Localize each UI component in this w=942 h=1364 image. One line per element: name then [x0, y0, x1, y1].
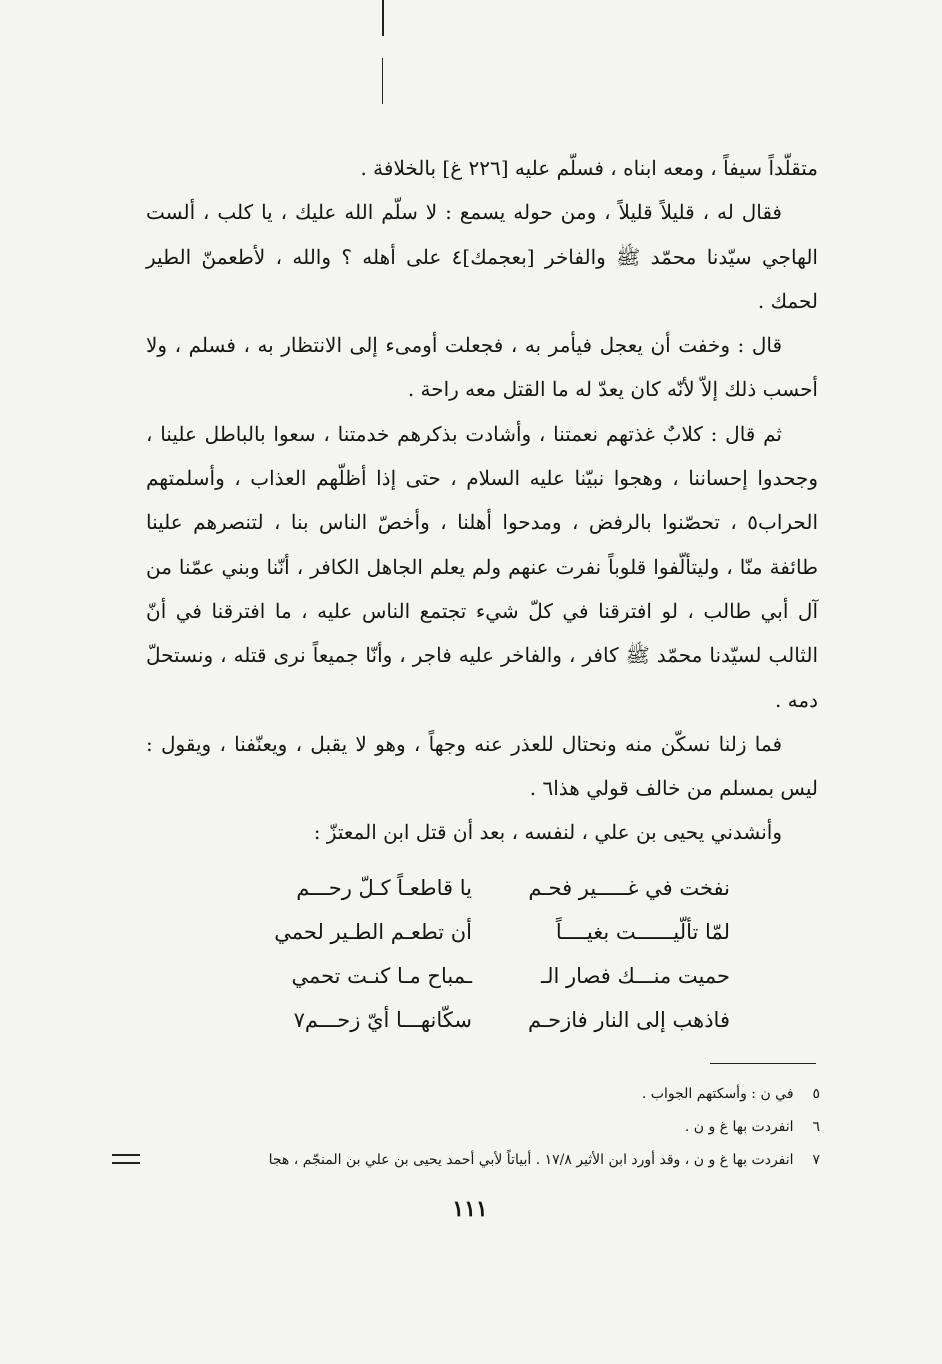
verse-first-hemistich: لمّا تألّيــــــت بغيــــاً [555, 920, 730, 944]
gutter-rule-top [382, 0, 384, 36]
verse-first-hemistich: حميت منـــك فصار الـ [540, 964, 730, 988]
paragraph: وأنشدني يحيى بن علي ، لنفسه ، بعد أن قتل ابن المعتزّ : [313, 820, 782, 845]
poem [230, 866, 730, 1042]
verse-line [230, 866, 730, 910]
verse-line [230, 998, 730, 1042]
verse-second-hemistich: سكّانهـــا أيّ زحـــم٧ [293, 1008, 472, 1032]
paragraph: فقال له ، قليلاً قليلاً ، ومن حوله يسمع : لا سلّم الله عليك ، يا كلب ، ألست الهاجي سيّدنا محمّد ﷺ والفاخر [بعجمك]٤ على أهله ؟ والله ، لأطعمنّ الطير لحمك . [146, 200, 818, 313]
page-number: ١١١ [452, 1196, 488, 1222]
verse-first-hemistich: فاذهب إلى النار فازحـم [527, 1008, 730, 1032]
verse-line [230, 910, 730, 954]
footnote-number: ٥ [812, 1086, 820, 1102]
verse-line [230, 954, 730, 998]
footnotes [108, 1078, 820, 1177]
verse-second-hemistich: ـمباح مـا كنـت تحمي [291, 964, 472, 988]
footnote-text: انفردت بها غ و ن . [684, 1119, 794, 1135]
main-text [146, 146, 818, 855]
footnote [108, 1078, 820, 1111]
footnote-separator [710, 1063, 816, 1064]
verse-first-hemistich: نفخت في غـــــير فحـم [528, 876, 730, 900]
footnote-text: في ن : وأسكتهم الجواب . [641, 1086, 794, 1102]
gutter-rule-lower [382, 58, 383, 104]
footnote [108, 1144, 820, 1177]
footnote-text: انفردت بها غ و ن ، وقد أورد ابن الأثير ١٧/٨ . أبياتاً لأبي أحمد يحيى بن علي بن المنجّم ، هجا [268, 1152, 794, 1168]
paragraph: ثم قال : كلابٌ غذتهم نعمتنا ، وأشادت بذكرهم خدمتنا ، سعوا بالباطل علينا ، وجحدوا إحساننا ، وهجوا نبيّنا عليه السلام ، حتى إذا أظلّهم العذاب ، وأسلمتهم الحراب٥ ، تحصّنوا بالرفض ، ومدحوا أهلنا ، وأخصّ الناس بنا ، لتنصرهم علينا طائفة منّا ، وليتألّفوا قلوباً نفرت عنهم ولم يعلم الجاهل الكافر ، أنّنا وبني عمّنا من آل أبي طالب ، لو افترقنا في كلّ شيء تجتمع الناس عليه ، ما افترقنا في أنّ الثالب لسيّدنا محمّد ﷺ كافر ، والفاخر عليه فاجر ، وأنّا جميعاً نرى قتله ، ونستحلّ دمه . [146, 421, 818, 712]
paragraph: متقلّداً سيفاً ، ومعه ابناه ، فسلّم عليه [٢٢٦ غ] بالخلافة . [360, 156, 818, 180]
footnote-number: ٧ [812, 1152, 820, 1168]
footnote-number: ٦ [812, 1119, 820, 1135]
verse-second-hemistich: أن تطعـم الطـير لحمي [274, 920, 472, 944]
verse-second-hemistich: يا قاطعـاً كـلّ رحـــم [296, 876, 472, 900]
paragraph: فما زلنا نسكّن منه ونحتال للعذر عنه وجهاً ، وهو لا يقبل ، ويعنّفنا ، ويقول : ليس بمسلم من خالف قولي هذا٦ . [146, 731, 818, 801]
footnote [108, 1111, 820, 1144]
continuation-mark [112, 1154, 140, 1164]
paragraph: قال : وخفت أن يعجل فيأمر به ، فجعلت أومىء إلى الانتظار به ، فسلم ، ولا أحسب ذلك إلاّ لأنّه كان يعدّ له ما القتل معه راحة . [146, 333, 818, 402]
